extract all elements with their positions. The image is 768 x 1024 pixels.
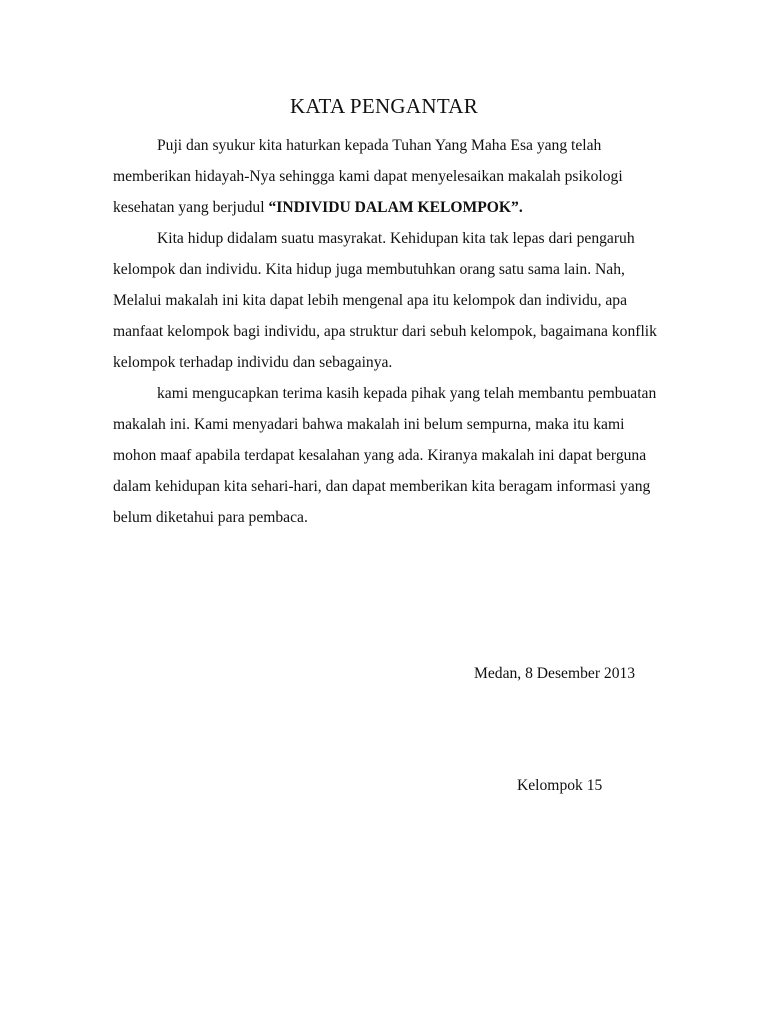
paragraph-intro-text: Puji dan syukur kita haturkan kepada Tuhan Yang Maha Esa yang telah memberikan hidayah-Nya sehingga kami dapat menyelesaikan makalah psikologi kesehatan yang berjudul [113,137,623,216]
paragraph-thanks: kami mengucapkan terima kasih kepada pihak yang telah membantu pembuatan makalah ini. Kami menyadari bahwa makalah ini belum sempurna, maka itu kami mohon maaf apabila terdapat kesalahan yang ada. Kiranya makalah ini dapat berguna dalam kehidupan kita sehari-hari, dan dapat memberikan kita beragam informasi yang belum diketahui para pembaca. [113,385,657,526]
paragraph-content: Kita hidup didalam suatu masyrakat. Kehidupan kita tak lepas dari pengaruh kelompok dan individu. Kita hidup juga membutuhkan orang satu sama lain. Nah, Melalui makalah ini kita dapat lebih mengenal apa itu kelompok dan individu, apa manfaat kelompok bagi individu, apa struktur dari sebuh kelompok, bagaimana konflik kelompok terhadap individu dan sebagainya. [113,230,657,371]
paragraph-intro [113,130,658,223]
signature: Kelompok 15 [517,777,603,794]
document-body [113,130,658,533]
paper-title-bold: “INDIVIDU DALAM KELOMPOK”. [268,199,523,216]
page-title: KATA PENGANTAR [289,94,479,118]
place-date: Medan, 8 Desember 2013 [474,665,636,682]
